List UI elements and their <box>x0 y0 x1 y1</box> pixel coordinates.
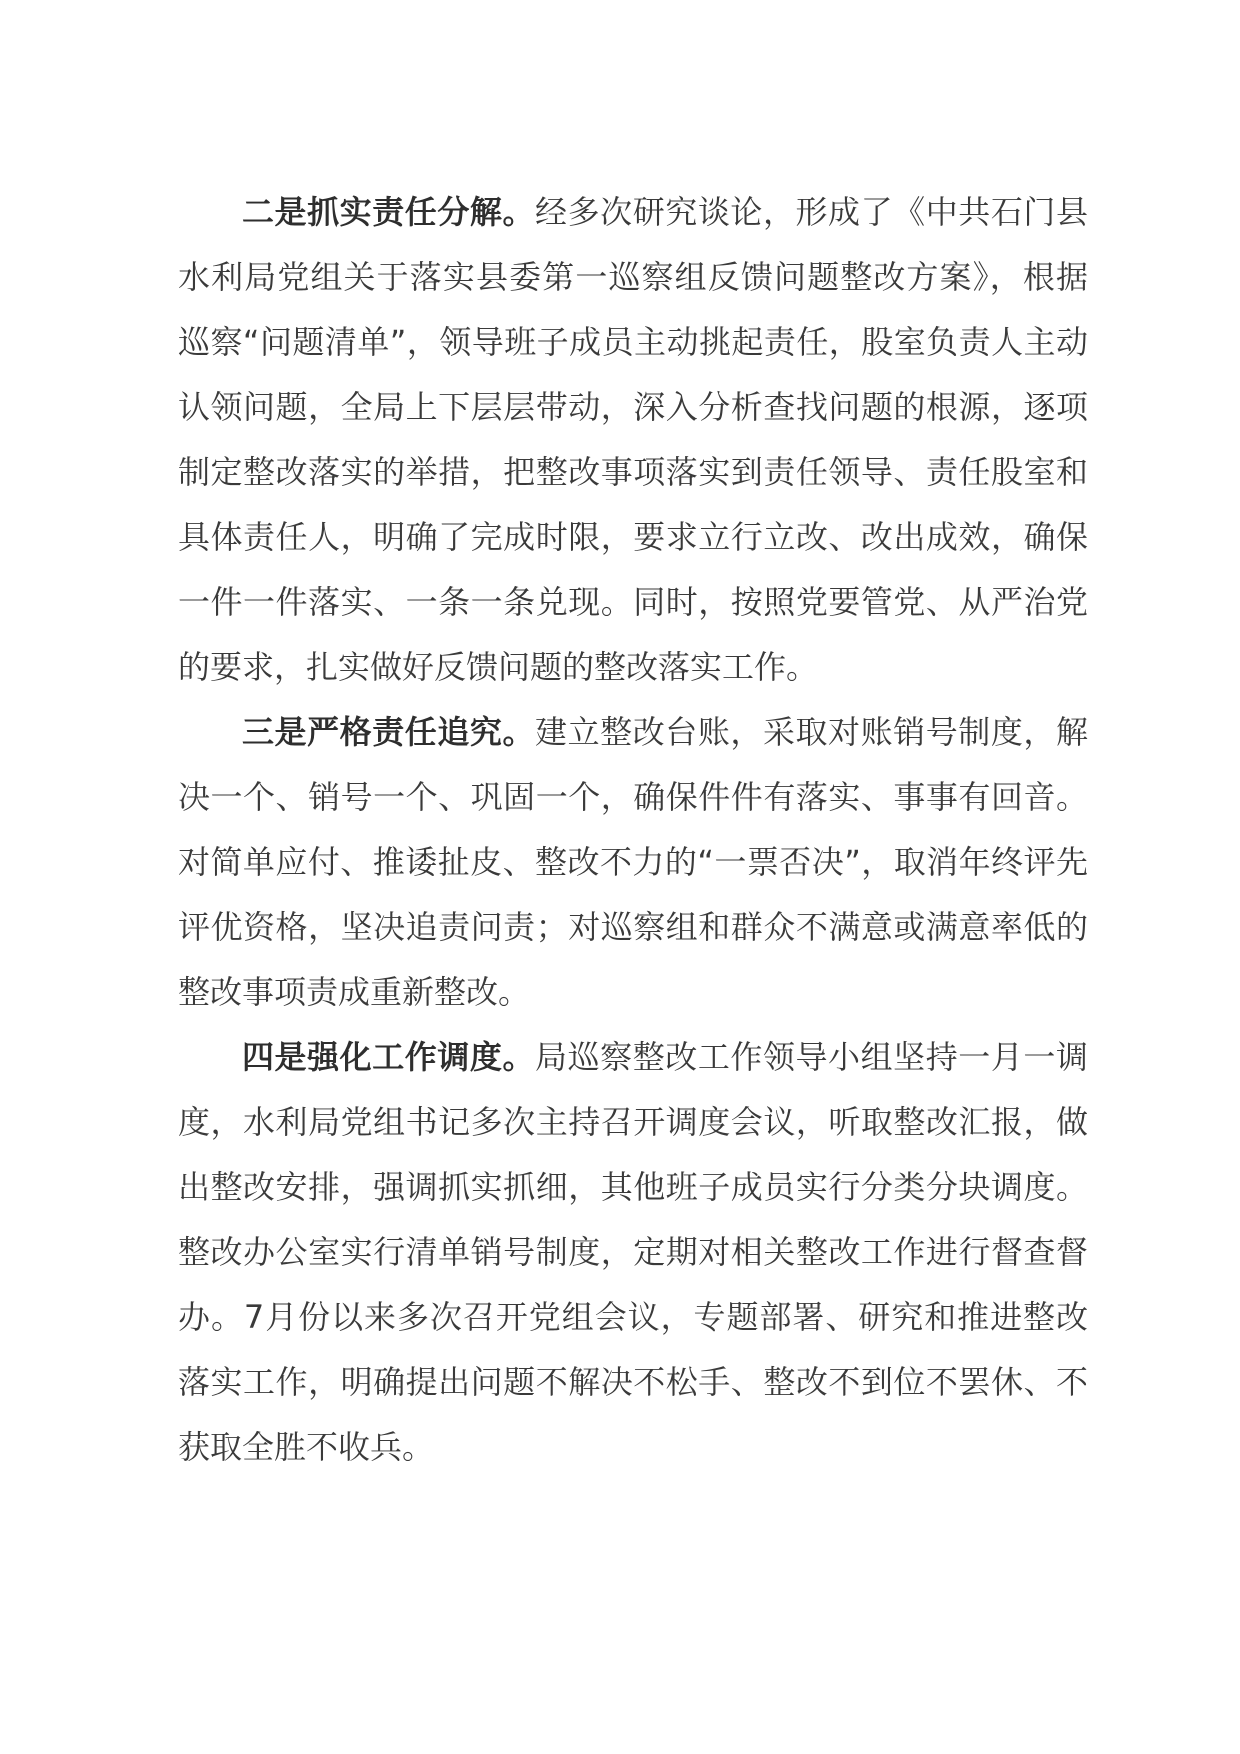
paragraph-heading: 二是抓实责任分解。 <box>242 193 536 231</box>
document-page <box>178 180 1088 1480</box>
paragraph-body: 局巡察整改工作领导小组坚持一月一调度，水利局党组书记多次主持召开调度会议，听取整改汇报，做出整改安排，强调抓实抓细，其他班子成员实行分类分块调度。整改办公室实行清单销号制度，定期对相关整改工作进行督查督办。7月份以来多次召开党组会议，专题部署、研究和推进整改落实工作，明确提出问题不解决不松手、整改不到位不罢休、不获取全胜不收兵。 <box>178 1038 1088 1466</box>
paragraph-body: 经多次研究谈论，形成了《中共石门县水利局党组关于落实县委第一巡察组反馈问题整改方案》，根据巡察“问题清单”，领导班子成员主动挑起责任，股室负责人主动认领问题，全局上下层层带动，深入分析查找问题的根源，逐项制定整改落实的举措，把整改事项落实到责任领导、责任股室和具体责任人，明确了完成时限，要求立行立改、改出成效，确保一件一件落实、一条一条兑现。同时，按照党要管党、从严治党的要求，扎实做好反馈问题的整改落实工作。 <box>178 193 1088 686</box>
paragraph-heading: 四是强化工作调度。 <box>242 1038 536 1076</box>
paragraph-body: 建立整改台账，采取对账销号制度，解决一个、销号一个、巩固一个，确保件件有落实、事事有回音。对简单应付、推诿扯皮、整改不力的“一票否决”，取消年终评先评优资格，坚决追责问责；对巡察组和群众不满意或满意率低的整改事项责成重新整改。 <box>178 713 1088 1011</box>
paragraph-work-scheduling <box>178 1025 1088 1480</box>
paragraph-accountability <box>178 700 1088 1025</box>
paragraph-responsibility-breakdown <box>178 180 1088 700</box>
paragraph-heading: 三是严格责任追究。 <box>242 713 536 751</box>
